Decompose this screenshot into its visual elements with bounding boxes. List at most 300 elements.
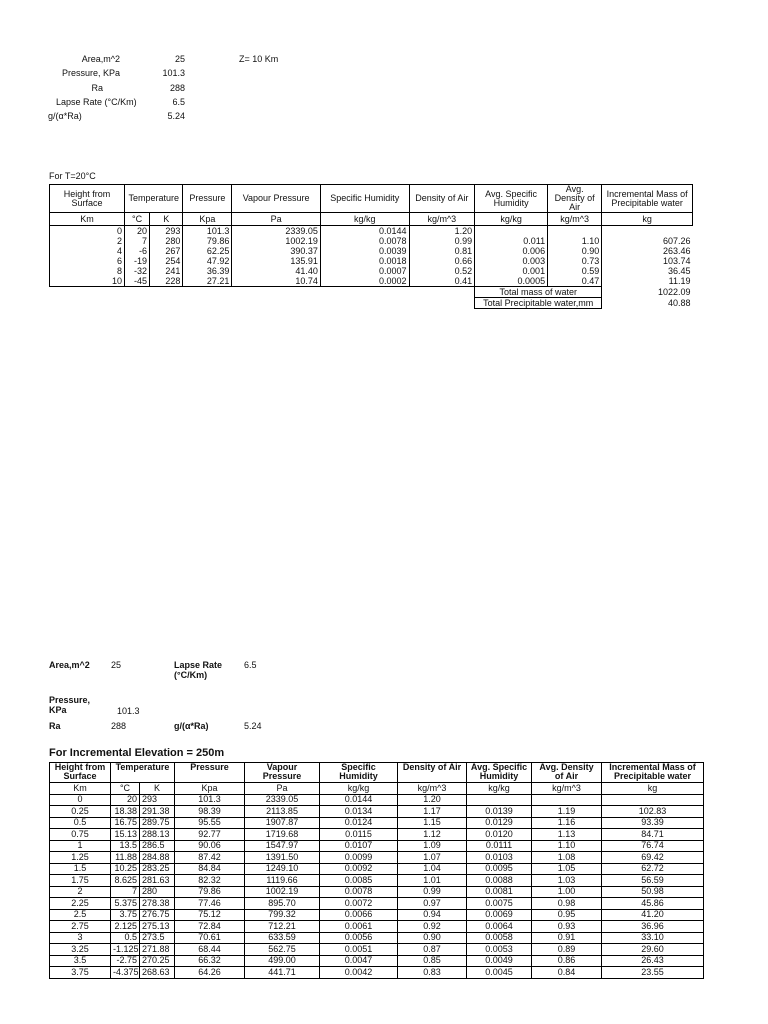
cell: 0.99 xyxy=(409,236,475,246)
cell: 2 xyxy=(50,886,111,898)
cell: 0.0042 xyxy=(320,967,398,979)
cell: 62.72 xyxy=(602,863,704,875)
cell: 0.0047 xyxy=(320,955,398,967)
cell: 69.42 xyxy=(602,852,704,864)
cell: 41.20 xyxy=(602,909,704,921)
cell: 16.75 xyxy=(111,817,140,829)
cell: 0.0002 xyxy=(320,276,409,287)
cell: 0.0111 xyxy=(467,840,532,852)
cell: -19 xyxy=(125,256,150,266)
cell: 0.47 xyxy=(548,276,602,287)
cell: 0.0144 xyxy=(320,226,409,237)
cell: 286.5 xyxy=(140,840,175,852)
cell: 0.66 xyxy=(409,256,475,266)
cell: 0.0039 xyxy=(320,246,409,256)
header-specific-humidity: Specific Humidity xyxy=(320,185,409,213)
cell: 62.25 xyxy=(183,246,232,256)
cell: 0.001 xyxy=(475,266,548,276)
cell: 0.0139 xyxy=(467,806,532,818)
cell: 2113.85 xyxy=(245,806,320,818)
cell: 3 xyxy=(50,932,111,944)
cell: 241 xyxy=(150,266,183,276)
cell: 79.86 xyxy=(183,236,232,246)
cell: 0.95 xyxy=(532,909,602,921)
g-label-2: g/(α*Ra) xyxy=(174,721,209,731)
cell: 68.44 xyxy=(175,944,245,956)
cell: 0.5 xyxy=(50,817,111,829)
cell: 1119.66 xyxy=(245,875,320,887)
cell: 92.77 xyxy=(175,829,245,841)
cell: -32 xyxy=(125,266,150,276)
cell: 0.98 xyxy=(532,898,602,910)
cell: 0.0099 xyxy=(320,852,398,864)
cell: 1.01 xyxy=(398,875,467,887)
cell: 280 xyxy=(150,236,183,246)
cell: 20 xyxy=(111,794,140,806)
g-label: g/(α*Ra) xyxy=(48,111,82,121)
cell: 1.15 xyxy=(398,817,467,829)
cell: 0.0056 xyxy=(320,932,398,944)
cell: 0.81 xyxy=(409,246,475,256)
cell: 0.87 xyxy=(398,944,467,956)
unit-cell: kg/kg xyxy=(467,783,532,795)
cell: 15.13 xyxy=(111,829,140,841)
cell: 1.12 xyxy=(398,829,467,841)
area-value-2: 25 xyxy=(111,660,122,670)
cell: 10 xyxy=(50,276,125,287)
cell: 10.74 xyxy=(232,276,321,287)
pressure-value-2: 101.3 xyxy=(117,706,140,716)
cell: 102.83 xyxy=(602,806,704,818)
cell: 1547.97 xyxy=(245,840,320,852)
cell: -6 xyxy=(125,246,150,256)
cell: 1.10 xyxy=(532,840,602,852)
cell: 291.38 xyxy=(140,806,175,818)
table-row xyxy=(50,875,704,887)
cell: 0.0103 xyxy=(467,852,532,864)
table-row xyxy=(50,932,704,944)
cell: 1 xyxy=(50,840,111,852)
unit-cell: kg xyxy=(602,783,704,795)
cell: 0.85 xyxy=(398,955,467,967)
cell: 84.71 xyxy=(602,829,704,841)
cell: 2.125 xyxy=(111,921,140,933)
cell: 87.42 xyxy=(175,852,245,864)
header-temperature: Temperature xyxy=(125,185,183,213)
precipitable-water-table-250m xyxy=(49,762,704,979)
unit-cell: kg/m^3 xyxy=(548,213,602,226)
cell: -1.125 xyxy=(111,944,140,956)
unit-cell: Km xyxy=(50,783,111,795)
table1-header-row xyxy=(50,185,693,213)
cell: 0.0051 xyxy=(320,944,398,956)
table1-caption: For T=20°C xyxy=(49,171,96,181)
unit-cell: kg/kg xyxy=(320,213,409,226)
unit-cell: °C xyxy=(125,213,150,226)
table-row xyxy=(50,246,693,256)
cell: 8 xyxy=(50,266,125,276)
cell xyxy=(467,794,532,806)
header-pressure: Pressure xyxy=(175,763,245,783)
cell: -4.375 xyxy=(111,967,140,979)
unit-cell: Pa xyxy=(245,783,320,795)
cell: 36.96 xyxy=(602,921,704,933)
cell xyxy=(475,226,548,237)
cell: 23.55 xyxy=(602,967,704,979)
cell: 0.0018 xyxy=(320,256,409,266)
cell: 95.55 xyxy=(175,817,245,829)
unit-cell: Km xyxy=(50,213,125,226)
ra-value-2: 288 xyxy=(111,721,127,731)
cell: -2.75 xyxy=(111,955,140,967)
table-row xyxy=(50,898,704,910)
cell: 2.25 xyxy=(50,898,111,910)
cell: 1002.19 xyxy=(232,236,321,246)
cell: 1907.87 xyxy=(245,817,320,829)
table2-header-row xyxy=(50,763,704,783)
unit-cell: K xyxy=(140,783,175,795)
cell: 2339.05 xyxy=(232,226,321,237)
table2-caption: For Incremental Elevation = 250m xyxy=(49,747,225,759)
table-row xyxy=(50,266,693,276)
cell: 289.75 xyxy=(140,817,175,829)
cell: 1.20 xyxy=(398,794,467,806)
cell: 10.25 xyxy=(111,863,140,875)
cell: 72.84 xyxy=(175,921,245,933)
lapse-value-2: 6.5 xyxy=(244,660,257,670)
cell: 0.0085 xyxy=(320,875,398,887)
cell: 228 xyxy=(150,276,183,287)
cell: -45 xyxy=(125,276,150,287)
header-avg-density: Avg. Density of Air xyxy=(548,185,602,213)
header-temperature: Temperature xyxy=(111,763,175,783)
cell: 11.19 xyxy=(668,276,691,286)
table2-body xyxy=(50,794,704,978)
cell: 799.32 xyxy=(245,909,320,921)
cell: 0.0120 xyxy=(467,829,532,841)
header-vapour-pressure: Vapour Pressure xyxy=(232,185,321,213)
area-value: 25 xyxy=(174,54,185,64)
cell: 1.09 xyxy=(398,840,467,852)
cell: 3.5 xyxy=(50,955,111,967)
cell xyxy=(532,794,602,806)
cell: 0.84 xyxy=(532,967,602,979)
header-incremental-mass: Incremental Mass of Precipitable water xyxy=(602,185,693,213)
cell: 1.08 xyxy=(532,852,602,864)
unit-cell: kg/kg xyxy=(475,213,548,226)
cell: 27.21 xyxy=(183,276,232,287)
cell: 1.05 xyxy=(532,863,602,875)
cell: 0.011 xyxy=(475,236,548,246)
cell: 441.71 xyxy=(245,967,320,979)
cell: 0.0078 xyxy=(320,886,398,898)
cell: 8.625 xyxy=(111,875,140,887)
cell: 66.32 xyxy=(175,955,245,967)
cell: 103.74 xyxy=(662,256,691,266)
cell: 36.45 xyxy=(667,266,691,276)
total-precip-value: 40.88 xyxy=(667,297,691,308)
cell: 18.38 xyxy=(111,806,140,818)
cell: 101.3 xyxy=(175,794,245,806)
cell: 50.98 xyxy=(602,886,704,898)
cell: 0.0107 xyxy=(320,840,398,852)
cell: 70.61 xyxy=(175,932,245,944)
table-row xyxy=(50,886,704,898)
cell: 0.89 xyxy=(532,944,602,956)
cell: 135.91 xyxy=(232,256,321,266)
g-value-2: 5.24 xyxy=(244,721,262,731)
cell: 278.38 xyxy=(140,898,175,910)
cell: 267 xyxy=(150,246,183,256)
cell: 0.0072 xyxy=(320,898,398,910)
unit-cell: kg/kg xyxy=(320,783,398,795)
cell: 0.0081 xyxy=(467,886,532,898)
cell: 5.375 xyxy=(111,898,140,910)
lapse-label: Lapse Rate (°C/Km) xyxy=(56,97,137,107)
table-row xyxy=(50,863,704,875)
unit-cell: °C xyxy=(111,783,140,795)
table-row xyxy=(50,909,704,921)
cell: 1.75 xyxy=(50,875,111,887)
table-row xyxy=(50,276,693,287)
cell: 0.0061 xyxy=(320,921,398,933)
table-row xyxy=(50,921,704,933)
header-specific-humidity: Specific Humidity xyxy=(320,763,398,783)
cell: 101.3 xyxy=(183,226,232,237)
cell: 0.75 xyxy=(50,829,111,841)
table-row xyxy=(50,794,704,806)
cell: 90.06 xyxy=(175,840,245,852)
cell: 293 xyxy=(140,794,175,806)
cell: 93.39 xyxy=(602,817,704,829)
cell: 33.10 xyxy=(602,932,704,944)
cell: 1.19 xyxy=(532,806,602,818)
table-row xyxy=(50,236,693,246)
cell: 268.63 xyxy=(140,967,175,979)
cell: 499.00 xyxy=(245,955,320,967)
cell: 271.88 xyxy=(140,944,175,956)
cell: 76.74 xyxy=(602,840,704,852)
header-incremental-mass: Incremental Mass of Precipitable water xyxy=(602,763,704,783)
cell: 0.0064 xyxy=(467,921,532,933)
cell: 0.0075 xyxy=(467,898,532,910)
cell: 98.39 xyxy=(175,806,245,818)
table-row xyxy=(50,955,704,967)
header-avg-specific-humidity: Avg. Specific Humidity xyxy=(475,185,548,213)
cell: 36.39 xyxy=(183,266,232,276)
cell: 84.84 xyxy=(175,863,245,875)
cell: 1249.10 xyxy=(245,863,320,875)
area-label: Area,m^2 xyxy=(81,54,120,64)
cell: 0.25 xyxy=(50,806,111,818)
cell: 0.0088 xyxy=(467,875,532,887)
cell: 895.70 xyxy=(245,898,320,910)
lapse-value: 6.5 xyxy=(172,97,185,107)
cell: 20 xyxy=(125,226,150,237)
cell: 3.75 xyxy=(111,909,140,921)
table-row xyxy=(50,967,704,979)
cell: 1.17 xyxy=(398,806,467,818)
total-mass-label: Total mass of water xyxy=(475,287,602,298)
cell: 64.26 xyxy=(175,967,245,979)
cell: 0.90 xyxy=(398,932,467,944)
cell: 1.13 xyxy=(532,829,602,841)
header-density: Density of Air xyxy=(409,185,475,213)
cell: 270.25 xyxy=(140,955,175,967)
cell: 0.0092 xyxy=(320,863,398,875)
cell: 283.25 xyxy=(140,863,175,875)
cell: 0.003 xyxy=(475,256,548,266)
cell: 13.5 xyxy=(111,840,140,852)
cell: 1.10 xyxy=(548,236,602,246)
cell: 1.03 xyxy=(532,875,602,887)
cell: 0.92 xyxy=(398,921,467,933)
table-row xyxy=(50,840,704,852)
unit-cell: K xyxy=(150,213,183,226)
cell xyxy=(602,794,704,806)
cell: 41.40 xyxy=(232,266,321,276)
header-avg-density: Avg. Density of Air xyxy=(532,763,602,783)
cell: 0.73 xyxy=(548,256,602,266)
cell: 607.26 xyxy=(662,236,691,246)
cell: 0.90 xyxy=(548,246,602,256)
cell: 633.59 xyxy=(245,932,320,944)
unit-cell: kg/m^3 xyxy=(398,783,467,795)
cell: 0.0115 xyxy=(320,829,398,841)
pressure-label-2: Pressure, KPa xyxy=(49,695,91,715)
cell: 0.0069 xyxy=(467,909,532,921)
cell: 0.0053 xyxy=(467,944,532,956)
header-pressure: Pressure xyxy=(183,185,232,213)
cell: 75.12 xyxy=(175,909,245,921)
header-height: Height from Surface xyxy=(50,185,125,213)
cell: 0.91 xyxy=(532,932,602,944)
cell: 29.60 xyxy=(602,944,704,956)
cell: 1.07 xyxy=(398,852,467,864)
cell: 0.86 xyxy=(532,955,602,967)
total-mass-value: 1022.09 xyxy=(657,286,691,297)
cell: 79.86 xyxy=(175,886,245,898)
table-row xyxy=(50,852,704,864)
cell: 0.97 xyxy=(398,898,467,910)
cell: 26.43 xyxy=(602,955,704,967)
cell: 0.0005 xyxy=(475,276,548,287)
cell: 0.006 xyxy=(475,246,548,256)
cell: 45.86 xyxy=(602,898,704,910)
unit-cell: Kpa xyxy=(183,213,232,226)
cell: 3.25 xyxy=(50,944,111,956)
cell: 280 xyxy=(140,886,175,898)
table2-units-row xyxy=(50,783,704,795)
header-density: Density of Air xyxy=(398,763,467,783)
cell: 11.88 xyxy=(111,852,140,864)
unit-cell: Pa xyxy=(232,213,321,226)
cell: 263.46 xyxy=(662,246,691,256)
unit-cell: Kpa xyxy=(175,783,245,795)
table1-units-row xyxy=(50,213,693,226)
ra-label-2: Ra xyxy=(49,721,61,731)
cell: 0.41 xyxy=(409,276,475,287)
cell: 1.04 xyxy=(398,863,467,875)
cell: 562.75 xyxy=(245,944,320,956)
cell: 1.20 xyxy=(409,226,475,237)
z-label: Z= 10 Km xyxy=(239,54,279,64)
cell: 47.92 xyxy=(183,256,232,266)
cell: 0.59 xyxy=(548,266,602,276)
g-value: 5.24 xyxy=(167,111,185,121)
pressure-value: 101.3 xyxy=(162,68,185,78)
cell xyxy=(602,226,693,237)
cell: 0.0095 xyxy=(467,863,532,875)
table-row xyxy=(50,944,704,956)
cell: 0 xyxy=(50,794,111,806)
cell: 1.16 xyxy=(532,817,602,829)
unit-cell: kg/m^3 xyxy=(532,783,602,795)
ra-value: 288 xyxy=(169,83,185,93)
cell: 284.88 xyxy=(140,852,175,864)
area-label-2: Area,m^2 xyxy=(49,660,90,670)
ra-label: Ra xyxy=(91,83,103,93)
cell: 0.0144 xyxy=(320,794,398,806)
cell: 390.37 xyxy=(232,246,321,256)
cell: 0.0129 xyxy=(467,817,532,829)
cell: 276.75 xyxy=(140,909,175,921)
cell: 56.59 xyxy=(602,875,704,887)
cell: 0.0066 xyxy=(320,909,398,921)
cell: 1.25 xyxy=(50,852,111,864)
cell: 275.13 xyxy=(140,921,175,933)
header-vapour-pressure: Vapour Pressure xyxy=(245,763,320,783)
table-row xyxy=(50,806,704,818)
cell: 2 xyxy=(50,236,125,246)
cell: 7 xyxy=(111,886,140,898)
cell: 293 xyxy=(150,226,183,237)
cell: 1.5 xyxy=(50,863,111,875)
cell: 7 xyxy=(125,236,150,246)
cell: 0.83 xyxy=(398,967,467,979)
cell: 3.75 xyxy=(50,967,111,979)
cell: 0.0134 xyxy=(320,806,398,818)
cell: 0.0007 xyxy=(320,266,409,276)
cell: 0.0045 xyxy=(467,967,532,979)
cell: 82.32 xyxy=(175,875,245,887)
cell: 0.0058 xyxy=(467,932,532,944)
cell: 1.00 xyxy=(532,886,602,898)
total-precip-row xyxy=(50,298,693,309)
cell: 281.63 xyxy=(140,875,175,887)
total-mass-row xyxy=(50,287,693,298)
cell: 77.46 xyxy=(175,898,245,910)
cell: 288.13 xyxy=(140,829,175,841)
cell: 1002.19 xyxy=(245,886,320,898)
cell: 0.52 xyxy=(409,266,475,276)
cell: 2.75 xyxy=(50,921,111,933)
cell: 0.5 xyxy=(111,932,140,944)
table-row xyxy=(50,817,704,829)
header-height: Height from Surface xyxy=(50,763,111,783)
unit-cell: kg/m^3 xyxy=(409,213,475,226)
cell: 0.99 xyxy=(398,886,467,898)
cell: 0 xyxy=(50,226,125,237)
header-avg-specific-humidity: Avg. Specific Humidity xyxy=(467,763,532,783)
unit-cell: kg xyxy=(602,213,693,226)
table-row xyxy=(50,226,693,237)
cell: 0.94 xyxy=(398,909,467,921)
table-row xyxy=(50,829,704,841)
cell: 2339.05 xyxy=(245,794,320,806)
precipitable-water-table-t20 xyxy=(49,184,693,309)
cell: 4 xyxy=(50,246,125,256)
